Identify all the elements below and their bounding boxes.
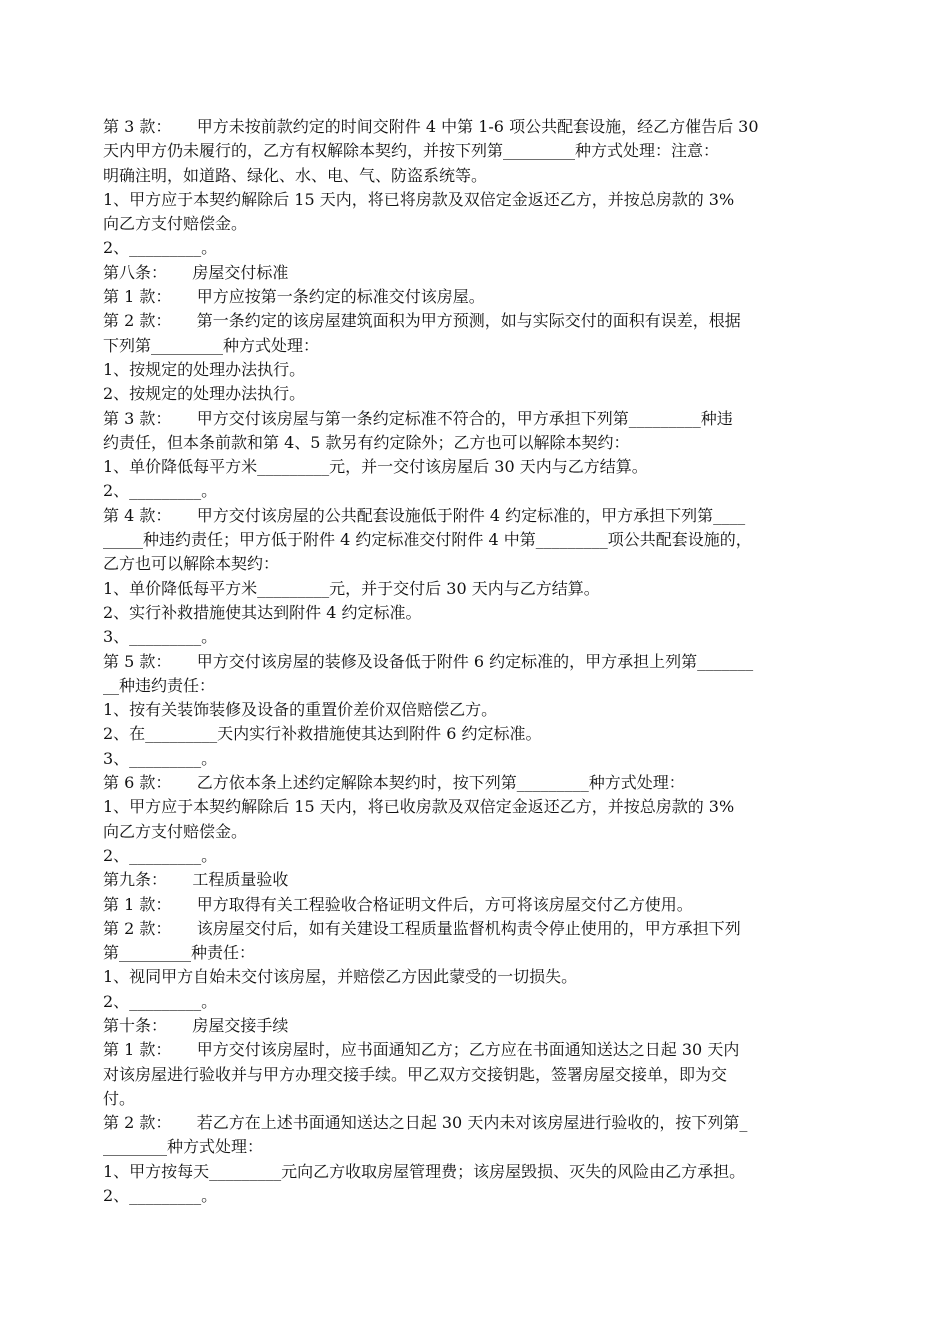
text-line: 2、_________。: [103, 1186, 218, 1206]
text-line: 3、_________。: [103, 627, 218, 647]
text-line: 对该房屋进行验收并与甲方办理交接手续。甲乙双方交接钥匙，签署房屋交接单，即为交: [103, 1064, 728, 1084]
text-line: 2、_________。: [103, 845, 218, 865]
text-line: 1、甲方按每天_________元向乙方收取房屋管理费；该房屋毁损、灭失的风险由乙方承担。: [103, 1161, 746, 1181]
text-line: 向乙方支付赔偿金。: [103, 214, 248, 234]
text-line: 乙方也可以解除本契约：: [103, 554, 280, 574]
text-line: 2、_________。: [103, 238, 218, 258]
text-line: 1、按规定的处理办法执行。: [103, 359, 306, 379]
text-line: 第 4 款： 甲方交付该房屋的公共配套设施低于附件 4 约定标准的，甲方承担下列第____: [103, 505, 746, 525]
text-line: 1、单价降低每平方米_________元，并于交付后 30 天内与乙方结算。: [103, 578, 600, 598]
text-line: 1、甲方应于本契约解除后 15 天内，将已收房款及双倍定金返还乙方，并按总房款的 3%: [103, 797, 735, 817]
text-line: 2、实行补救措施使其达到附件 4 约定标准。: [103, 602, 422, 622]
text-line: 2、按规定的处理办法执行。: [103, 384, 306, 404]
text-line: 下列第_________种方式处理：: [103, 335, 320, 355]
section-heading: 第九条： 工程质量验收: [103, 870, 289, 890]
text-line: 第 2 款： 若乙方在上述书面通知送达之日起 30 天内未对该房屋进行验收的，按下列第_: [103, 1113, 748, 1133]
text-line: ________种方式处理：: [103, 1137, 264, 1157]
text-line: 付。: [103, 1088, 136, 1108]
text-line: 1、按有关装饰装修及设备的重置价差价双倍赔偿乙方。: [103, 700, 498, 720]
text-line: 第 3 款： 甲方未按前款约定的时间交附件 4 中第 1-6 项公共配套设施，经乙方催告后 30: [103, 117, 759, 136]
text-line: 2、_________。: [103, 991, 218, 1011]
text-line: 明确注明，如道路、绿化、水、电、气、防盗系统等。: [103, 165, 488, 185]
text-line: 第 1 款： 甲方应按第一条约定的标准交付该房屋。: [103, 287, 485, 307]
text-line: _____种违约责任；甲方低于附件 4 约定标准交付附件 4 中第_________项公共配套设施的，: [103, 530, 752, 550]
text-line: 向乙方支付赔偿金。: [103, 821, 248, 841]
text-line: 天内甲方仍未履行的，乙方有权解除本契约，并按下列第_________种方式处理：注意：: [103, 141, 720, 161]
text-line: 第 1 款： 甲方取得有关工程验收合格证明文件后，方可将该房屋交付乙方使用。: [103, 894, 693, 914]
text-line: 第 2 款： 第一条约定的该房屋建筑面积为甲方预测，如与实际交付的面积有误差，根据: [103, 311, 741, 331]
text-line: 第 5 款： 甲方交付该房屋的装修及设备低于附件 6 约定标准的，甲方承担上列第_______: [103, 651, 754, 671]
document-body: [103, 115, 863, 1208]
text-line: 第_________种责任：: [103, 943, 256, 963]
text-line: 2、_________。: [103, 481, 218, 501]
text-line: 第 3 款： 甲方交付该房屋与第一条约定标准不符合的，甲方承担下列第_________种违: [103, 408, 733, 428]
text-line: 3、_________。: [103, 748, 218, 768]
text-line: 1、视同甲方自始未交付该房屋，并赔偿乙方因此蒙受的一切损失。: [103, 967, 578, 987]
text-line: 约责任，但本条前款和第 4、5 款另有约定除外；乙方也可以解除本契约：: [103, 432, 630, 452]
text-line: 第 1 款： 甲方交付该房屋时，应书面通知乙方；乙方应在书面通知送达之日起 30 天内: [103, 1040, 740, 1060]
text-line: 第 2 款： 该房屋交付后，如有关建设工程质量监督机构责令停止使用的，甲方承担下列: [103, 918, 741, 938]
text-line: 第 6 款： 乙方依本条上述约定解除本契约时，按下列第_________种方式处理：: [103, 773, 685, 793]
text-line: __种违约责任：: [103, 675, 216, 695]
text-line: 2、在_________天内实行补救措施使其达到附件 6 约定标准。: [103, 724, 542, 744]
text-line: 1、单价降低每平方米_________元，并一交付该房屋后 30 天内与乙方结算。: [103, 457, 648, 477]
section-heading: 第八条： 房屋交付标准: [103, 262, 289, 282]
text-line: 1、甲方应于本契约解除后 15 天内，将已将房款及双倍定金返还乙方，并按总房款的 3%: [103, 189, 735, 209]
section-heading: 第十条： 房屋交接手续: [103, 1015, 289, 1035]
